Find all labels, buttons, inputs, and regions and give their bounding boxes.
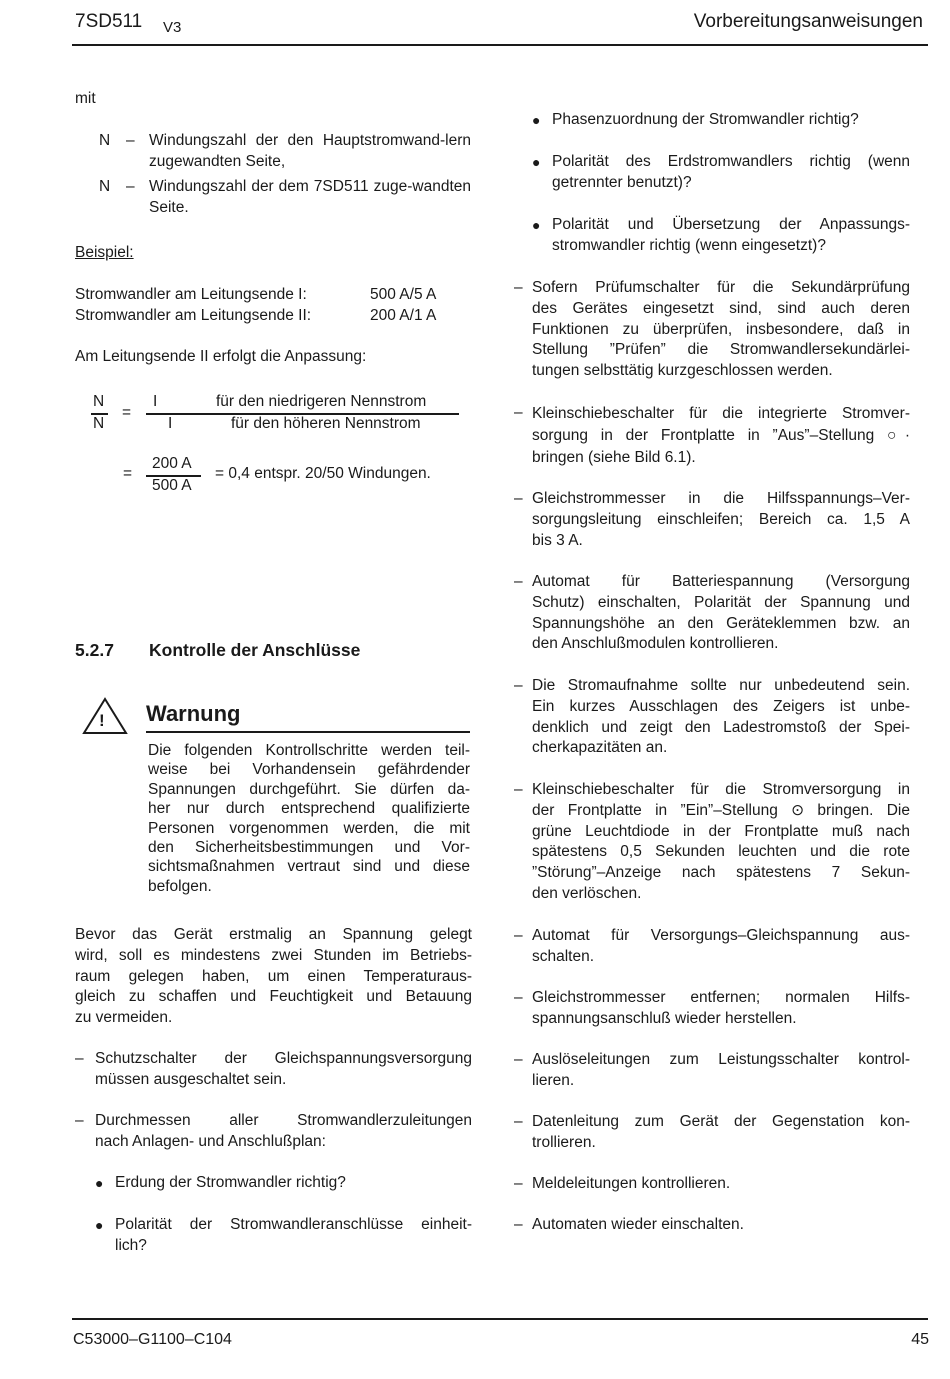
list-item [514, 403, 910, 469]
example-row-label: Stromwandler am Leitungsende I: [75, 286, 307, 303]
list-item-line: grüne Leuchtdiode in der Frontplatte muß nach [532, 822, 910, 840]
list-item-line: stromwandler richtig (wenn eingesetzt)? [552, 236, 826, 254]
list-item [514, 926, 910, 968]
example-row-value: 200 A/1 A [370, 307, 437, 324]
dash-marker: – [514, 677, 523, 694]
list-item [514, 780, 910, 905]
section-heading: Kontrolle der Anschlüsse [149, 640, 361, 660]
intro-line: wird, soll es mindestens zwei Stunden im Betriebs- [75, 946, 472, 964]
list-item-line: nach Anlagen- und Anschlußplan: [95, 1132, 326, 1150]
list-item-line: Datenleitung zum Gerät der Gegenstation kon- [532, 1113, 910, 1130]
list-item-line: den verlöschen. [532, 884, 642, 902]
bullet-marker: ● [532, 217, 541, 233]
warning-line: Personen vorgenommen werden, die mit [148, 819, 470, 837]
example-label: Beispiel: [75, 244, 134, 261]
order-number: C53000–G1100–C104 [73, 1331, 232, 1348]
dash-marker: – [514, 1175, 523, 1192]
list-item [75, 1111, 472, 1153]
list-item-line: Meldeleitungen kontrollieren. [532, 1175, 731, 1192]
list-item [514, 489, 910, 551]
list-item-line: Schutz) einschalten, Polarität der Spannung und [532, 593, 910, 611]
doc-code: 7SD511 [75, 11, 143, 32]
dash-marker: – [75, 1050, 84, 1067]
list-item-line: Spannungshöhe an den Geräteklemmen bzw. an [532, 614, 910, 632]
list-item-line: Schutzschalter der Gleichspannungsversorgung [95, 1050, 472, 1067]
list-item-line: Polarität und Übersetzung der Anpassungs- [552, 216, 910, 233]
list-item-line: Polarität der Stromwandleranschlüsse einheit- [115, 1216, 472, 1233]
dash-marker: – [514, 1051, 523, 1068]
warning-line: Spannungen durchgeführt. Sie dürfen da- [148, 780, 470, 798]
bullet-marker: ● [95, 1217, 104, 1233]
formula-den-text: für den höheren Nennstrom [231, 415, 421, 432]
list-item-line: getrennter benutzt)? [552, 173, 692, 191]
formula-equals: = [122, 404, 132, 421]
definition-symbol: N [99, 178, 111, 195]
list-item-line: müssen ausgeschaltet sein. [95, 1070, 287, 1088]
definition-item [99, 131, 472, 173]
list-item-line: tungen selbsttätig kurzgeschlossen werden. [532, 362, 833, 380]
list-item-line: denklich und zeigt den Ladestromstoß der Spei- [532, 718, 910, 736]
list-item-line: Gleichstrommesser in die Hilfsspannungs–Ver- [532, 490, 910, 507]
intro-line: gleich zu schaffen und Feuchtigkeit und Betauung [75, 988, 472, 1006]
example-row-value: 500 A/5 A [370, 286, 437, 303]
formula-frac2-num: 200 A [152, 455, 192, 472]
list-item-line: der Frontplatte in ”Ein”–Stellung ⊙ bringen. Die [532, 801, 910, 819]
warning-line: den Sicherheitsbestimmungen und Vor- [148, 839, 470, 857]
list-item-line: spannungsanschluß wieder herstellen. [532, 1009, 797, 1027]
adaptation-text: Am Leitungsende II erfolgt die Anpassung: [75, 348, 367, 365]
list-item-line: cherkapazitäten an. [532, 739, 668, 757]
formula-num-text: für den niedrigeren Nennstrom [216, 393, 427, 410]
formula-result: = 0,4 entspr. 20/50 Windungen. [215, 465, 431, 482]
list-item-line: sorgungsleitung einschleifen; Bereich ca. 1,5 A [532, 510, 910, 528]
definition-symbol: N [99, 132, 111, 149]
page-number: 45 [911, 1331, 929, 1348]
list-item-line: sorgung in der Frontplatte in ”Aus”–Stellung ○· [532, 427, 910, 444]
list-item [95, 1215, 472, 1257]
list-item-line: Ein kurzes Ausschlagen des Zeigers ist unbe- [532, 697, 910, 715]
list-item-line: Funktionen zu überprüfen, insbesondere, daß in [532, 320, 910, 338]
list-item [514, 572, 910, 655]
warning-line: her nur durch entsprechend qualifizierte [148, 800, 470, 818]
list-item-line: Erdung der Stromwandler richtig? [115, 1174, 346, 1191]
warning-exclamation: ! [99, 711, 105, 730]
dash-marker: – [514, 989, 523, 1006]
list-item-line: Polarität des Erdstromwandlers richtig (wenn [552, 153, 910, 170]
doc-version: V3 [163, 19, 182, 36]
intro-paragraph [75, 925, 472, 1029]
dash-marker: – [514, 404, 523, 421]
list-item-line: ”Störung”–Anzeige nach spätestens 7 Sekun- [532, 864, 910, 882]
list-item [75, 1049, 472, 1091]
list-item-line: Kleinschiebeschalter für die Stromversorgung in [532, 781, 910, 798]
dash-marker: – [514, 573, 523, 590]
bullet-marker: ● [95, 1175, 104, 1191]
bullet-marker: ● [532, 154, 541, 170]
list-item [532, 152, 910, 194]
list-item [514, 1112, 910, 1154]
list-item-line: Phasenzuordnung der Stromwandler richtig? [552, 111, 859, 128]
list-item [514, 988, 910, 1030]
list-item [95, 1173, 472, 1194]
formula-num-symbol: N [93, 393, 105, 410]
formula-den-symbol: N [93, 415, 105, 432]
list-item [514, 1050, 910, 1092]
list-item-line: Gleichstrommesser entfernen; normalen Hilfs- [532, 989, 910, 1006]
list-item [532, 110, 910, 131]
list-item-line: spätestens 0,5 Sekunden leuchten und die rote [532, 843, 910, 861]
warning-line: befolgen. [148, 877, 212, 895]
warning-text [148, 741, 470, 896]
list-item-line: Sofern Prüfumschalter für die Sekundärprüfung [532, 279, 910, 296]
list-item-line: lich? [115, 1236, 147, 1254]
section-number: 5.2.7 [75, 640, 114, 660]
list-item-line: trollieren. [532, 1133, 596, 1151]
formula-den-i: I [168, 415, 173, 432]
intro-line: raum gelegen haben, um einen Temperaturaus- [75, 967, 472, 985]
mit-text: mit [75, 90, 96, 107]
warning-line: Die folgenden Kontrollschritte werden teil- [148, 742, 470, 759]
warning-line: weise bei Vorhandensein gefährdender [148, 761, 470, 779]
bullet-marker: ● [532, 112, 541, 128]
list-item-line: Durchmessen aller Stromwandlerzuleitungen [95, 1112, 472, 1129]
dash-marker: – [514, 1216, 523, 1233]
formula-equals-2: = [123, 465, 133, 482]
definition-text: Windungszahl der den Hauptstromwand-lern zugewandten Seite, [149, 132, 471, 170]
list-item-line: den Anschlußmodulen kontrollieren. [532, 635, 779, 653]
definition-dash: – [126, 178, 135, 195]
intro-line: zu vermeiden. [75, 1009, 173, 1027]
list-item-line: Automat für Versorgungs–Gleichspannung aus- [532, 927, 910, 944]
list-item-line: Auslöseleitungen zum Leistungsschalter kontrol- [532, 1051, 910, 1068]
warning-rule [146, 731, 470, 733]
list-item-line: des Gerätes eingesetzt sind, sind auch deren [532, 299, 910, 317]
list-item-line: Stellung ”Prüfen” die Stromwandlersekundärlei- [532, 341, 910, 359]
example-row-label: Stromwandler am Leitungsende II: [75, 307, 312, 324]
list-item-line: schalten. [532, 947, 595, 965]
definition-item [99, 177, 472, 219]
list-item-line: bis 3 A. [532, 531, 583, 549]
list-item-line: Automaten wieder einschalten. [532, 1216, 744, 1233]
section-title: Vorbereitungsanweisungen [693, 11, 923, 32]
intro-line: Bevor das Gerät erstmalig an Spannung gelegt [75, 926, 472, 943]
list-item [514, 278, 910, 382]
warning-title: Warnung [146, 701, 241, 726]
list-item-line: Kleinschiebeschalter für die integrierte Stromver- [532, 405, 910, 422]
list-item [532, 215, 910, 257]
formula-num-i: I [153, 393, 158, 410]
list-item-line: Automat für Batteriespannung (Versorgung [532, 573, 910, 590]
definition-text: Windungszahl der dem 7SD511 zuge-wandten Seite. [149, 178, 471, 216]
list-item-line: Die Stromaufnahme sollte nur unbedeutend sein. [532, 677, 910, 694]
list-item-line: lieren. [532, 1071, 575, 1089]
warning-line: sichtsmaßnahmen vertraut sind und diese [148, 858, 470, 876]
dash-marker: – [75, 1112, 84, 1129]
header-rule [72, 44, 928, 46]
list-item [514, 1174, 910, 1195]
footer-rule [72, 1318, 928, 1320]
list-item [514, 676, 910, 759]
list-item-line: bringen (siehe Bild 6.1). [532, 449, 696, 466]
definition-dash: – [126, 132, 135, 149]
formula-frac2-den: 500 A [152, 477, 192, 494]
dash-marker: – [514, 927, 523, 944]
dash-marker: – [514, 781, 523, 798]
dash-marker: – [514, 490, 523, 507]
dash-marker: – [514, 279, 523, 296]
list-item [514, 1215, 910, 1236]
dash-marker: – [514, 1113, 523, 1130]
